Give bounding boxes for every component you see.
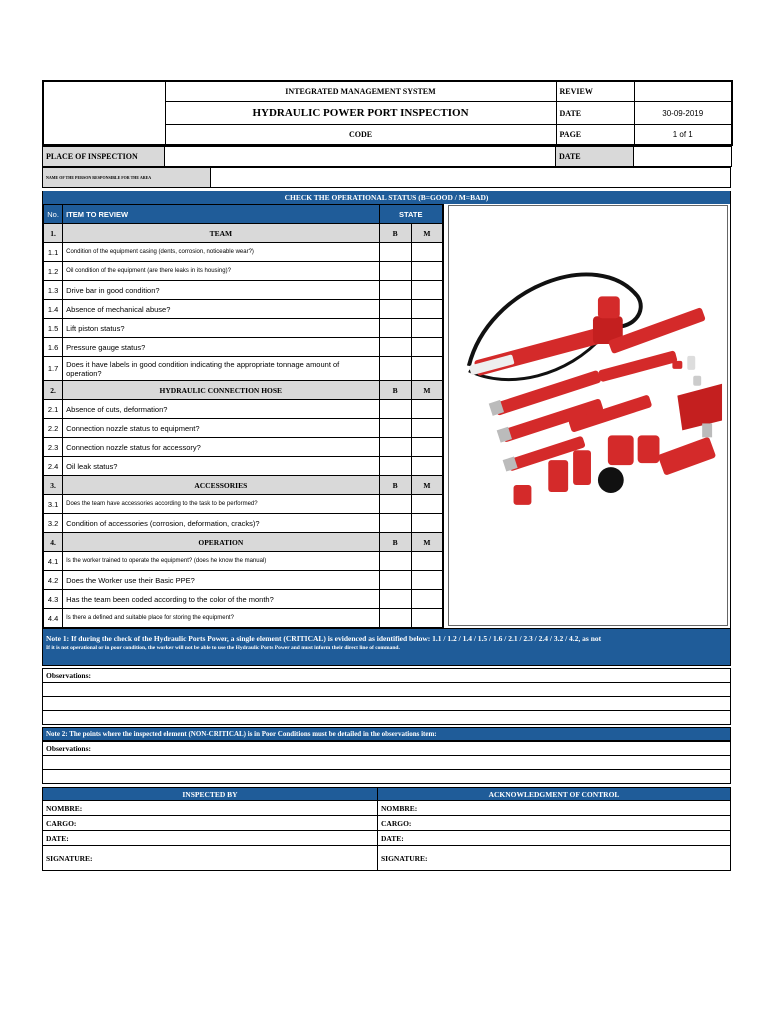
col-state-header: STATE [379, 205, 443, 224]
item-number: 1.4 [44, 300, 63, 319]
state-b-cell[interactable] [379, 514, 411, 533]
control-signature[interactable]: SIGNATURE: [378, 846, 731, 871]
state-b-header: B [379, 476, 411, 495]
observations-1-line[interactable] [43, 683, 731, 697]
state-b-cell[interactable] [379, 552, 411, 571]
checklist-item-row [44, 400, 443, 419]
state-m-cell[interactable] [411, 514, 442, 533]
inspected-by-header: INSPECTED BY [43, 788, 378, 801]
item-text: Connection nozzle status for accessory? [63, 438, 379, 457]
item-number: 2.2 [44, 419, 63, 438]
checklist-item-row [44, 590, 443, 609]
hydraulic-ram-kit-photo [449, 206, 727, 625]
state-b-cell[interactable] [379, 609, 411, 628]
signature-table [42, 787, 731, 871]
state-b-cell[interactable] [379, 495, 411, 514]
checklist-item-row [44, 419, 443, 438]
state-m-cell[interactable] [411, 457, 442, 476]
state-m-header: M [411, 381, 442, 400]
checklist-area [42, 204, 731, 628]
state-b-header: B [379, 533, 411, 552]
note1 [43, 629, 730, 665]
item-number: 1.6 [44, 338, 63, 357]
status-band: CHECK THE OPERATIONAL STATUS (B=GOOD / M=BAD) [42, 191, 731, 204]
item-number: 4.4 [44, 609, 63, 628]
col-no-header: No. [44, 205, 63, 224]
section-row [44, 381, 443, 400]
checklist-item-row [44, 262, 443, 281]
review-value[interactable] [634, 81, 732, 102]
checklist-item-row [44, 552, 443, 571]
note1-line2: If it is not operational or in poor condition, the worker will not be able to use the Hydraulic Ports Power and must inform their direct line of command. [46, 645, 400, 651]
item-number: 3.2 [44, 514, 63, 533]
item-number: 2.4 [44, 457, 63, 476]
date-label: DATE [556, 102, 634, 125]
code-label: CODE [165, 125, 556, 146]
checklist-item-row [44, 300, 443, 319]
section-title: TEAM [63, 224, 379, 243]
section-title: ACCESSORIES [63, 476, 379, 495]
date2-field[interactable] [634, 147, 732, 167]
observations-2-line[interactable] [43, 756, 731, 770]
section-row [44, 476, 443, 495]
state-m-cell[interactable] [411, 300, 442, 319]
date-value: 30-09-2019 [634, 102, 732, 125]
item-text: Drive bar in good condition? [63, 281, 379, 300]
state-b-header: B [379, 224, 411, 243]
state-m-cell[interactable] [411, 262, 442, 281]
inspector-signature[interactable]: SIGNATURE: [43, 846, 378, 871]
observations-2 [42, 741, 731, 784]
checklist-item-row [44, 357, 443, 381]
item-text: Absence of cuts, deformation? [63, 400, 379, 419]
checklist-item-row [44, 281, 443, 300]
item-number: 1.1 [44, 243, 63, 262]
state-m-cell[interactable] [411, 590, 442, 609]
item-number: 4.1 [44, 552, 63, 571]
state-m-cell[interactable] [411, 400, 442, 419]
checklist-item-row [44, 609, 443, 628]
item-text: Connection nozzle status to equipment? [63, 419, 379, 438]
item-number: 1.5 [44, 319, 63, 338]
page-value: 1 of 1 [634, 125, 732, 146]
inspector-date[interactable]: DATE: [43, 831, 378, 846]
item-number: 2.1 [44, 400, 63, 419]
item-text: Is there a defined and suitable place for storing the equipment? [63, 609, 379, 628]
item-text: Does the Worker use their Basic PPE? [63, 571, 379, 590]
item-number: 4.2 [44, 571, 63, 590]
checklist-item-row [44, 338, 443, 357]
state-b-cell[interactable] [379, 438, 411, 457]
note1-box [42, 628, 731, 666]
place-label: PLACE OF INSPECTION [43, 147, 165, 167]
state-b-header: B [379, 381, 411, 400]
date2-label: DATE [556, 147, 634, 167]
item-number: 2.3 [44, 438, 63, 457]
form-header [42, 80, 733, 146]
item-number: 3.1 [44, 495, 63, 514]
item-text: Has the team been coded according to the color of the month? [63, 590, 379, 609]
inspector-cargo[interactable]: CARGO: [43, 816, 378, 831]
state-b-cell[interactable] [379, 400, 411, 419]
section-number: 1. [44, 224, 63, 243]
responsible-row [42, 167, 731, 188]
state-b-cell[interactable] [379, 457, 411, 476]
responsible-field[interactable] [211, 168, 731, 188]
control-cargo[interactable]: CARGO: [378, 816, 731, 831]
item-number: 1.2 [44, 262, 63, 281]
state-m-cell[interactable] [411, 438, 442, 457]
inspector-nombre[interactable]: NOMBRE: [43, 801, 378, 816]
observations-2-label: Observations: [43, 742, 731, 756]
item-text: Is the worker trained to operate the equipment? (does he know the manual) [63, 552, 379, 571]
state-m-cell[interactable] [411, 281, 442, 300]
checklist-table [43, 204, 443, 628]
checklist-item-row [44, 571, 443, 590]
state-b-cell[interactable] [379, 300, 411, 319]
acknowledgment-header: ACKNOWLEDGMENT OF CONTROL [378, 788, 731, 801]
section-row [44, 533, 443, 552]
item-text: Condition of the equipment casing (dents, corrosion, noticeable wear?) [63, 243, 379, 262]
state-m-cell[interactable] [411, 338, 442, 357]
checklist-item-row [44, 243, 443, 262]
state-b-cell[interactable] [379, 357, 411, 381]
state-m-cell[interactable] [411, 357, 442, 381]
checklist-item-row [44, 438, 443, 457]
photo-panel [443, 204, 730, 628]
state-b-cell[interactable] [379, 262, 411, 281]
state-m-cell[interactable] [411, 319, 442, 338]
section-title: OPERATION [63, 533, 379, 552]
observations-1-line[interactable] [43, 711, 731, 725]
checklist-item-row [44, 514, 443, 533]
checklist-item-row [44, 495, 443, 514]
state-m-cell[interactable] [411, 419, 442, 438]
state-b-cell[interactable] [379, 243, 411, 262]
logo-area [43, 81, 165, 145]
observations-1 [42, 668, 731, 725]
observations-2-line[interactable] [43, 770, 731, 784]
state-b-cell[interactable] [379, 338, 411, 357]
state-b-cell[interactable] [379, 419, 411, 438]
state-m-header: M [411, 476, 442, 495]
control-date[interactable]: DATE: [378, 831, 731, 846]
note1-line1: Note 1: If during the check of the Hydraulic Ports Power, a single element (CRITICAL) is evidenced as identified below: 1.1 / 1.2 / 1.4 / 1.5 / 1.6 / 2.1 / 2.3 / 2.4 / 3.2 / 4.2, as not [46, 634, 602, 643]
item-text: Oil leak status? [63, 457, 379, 476]
photo-frame [448, 205, 728, 626]
item-number: 4.3 [44, 590, 63, 609]
state-m-cell[interactable] [411, 495, 442, 514]
state-m-cell[interactable] [411, 609, 442, 628]
system-name: INTEGRATED MANAGEMENT SYSTEM [165, 81, 556, 102]
observations-1-line[interactable] [43, 697, 731, 711]
section-number: 4. [44, 533, 63, 552]
item-text: Does it have labels in good condition indicating the appropriate tonnage amount of operation? [63, 357, 379, 381]
section-number: 3. [44, 476, 63, 495]
col-item-header: ITEM TO REVIEW [63, 205, 379, 224]
state-m-header: M [411, 533, 442, 552]
observations-1-label: Observations: [43, 669, 731, 683]
item-text: Does the team have accessories according to the task to be performed? [63, 495, 379, 514]
responsible-label: NAME OF THE PERSON RESPONSIBLE FOR THE AREA [43, 168, 211, 188]
checklist-item-row [44, 319, 443, 338]
item-text: Oil condition of the equipment (are there leaks in its housing)? [63, 262, 379, 281]
checklist-item-row [44, 457, 443, 476]
state-m-cell[interactable] [411, 243, 442, 262]
state-m-cell[interactable] [411, 552, 442, 571]
item-text: Lift piston status? [63, 319, 379, 338]
section-number: 2. [44, 381, 63, 400]
state-m-header: M [411, 224, 442, 243]
form-title: HYDRAULIC POWER PORT INSPECTION [165, 102, 556, 125]
state-b-cell[interactable] [379, 571, 411, 590]
item-number: 1.7 [44, 357, 63, 381]
state-m-cell[interactable] [411, 571, 442, 590]
item-text: Condition of accessories (corrosion, deformation, cracks)? [63, 514, 379, 533]
section-title: HYDRAULIC CONNECTION HOSE [63, 381, 379, 400]
note2: Note 2: The points where the inspected element (NON-CRITICAL) is in Poor Conditions must be detailed in the observations item: [42, 727, 731, 741]
inspection-form [42, 80, 731, 871]
control-nombre[interactable]: NOMBRE: [378, 801, 731, 816]
item-text: Pressure gauge status? [63, 338, 379, 357]
state-b-cell[interactable] [379, 319, 411, 338]
review-label: REVIEW [556, 81, 634, 102]
page-label: PAGE [556, 125, 634, 146]
item-number: 1.3 [44, 281, 63, 300]
place-row [42, 146, 732, 167]
state-b-cell[interactable] [379, 281, 411, 300]
state-b-cell[interactable] [379, 590, 411, 609]
place-field[interactable] [165, 147, 556, 167]
section-row [44, 224, 443, 243]
item-text: Absence of mechanical abuse? [63, 300, 379, 319]
